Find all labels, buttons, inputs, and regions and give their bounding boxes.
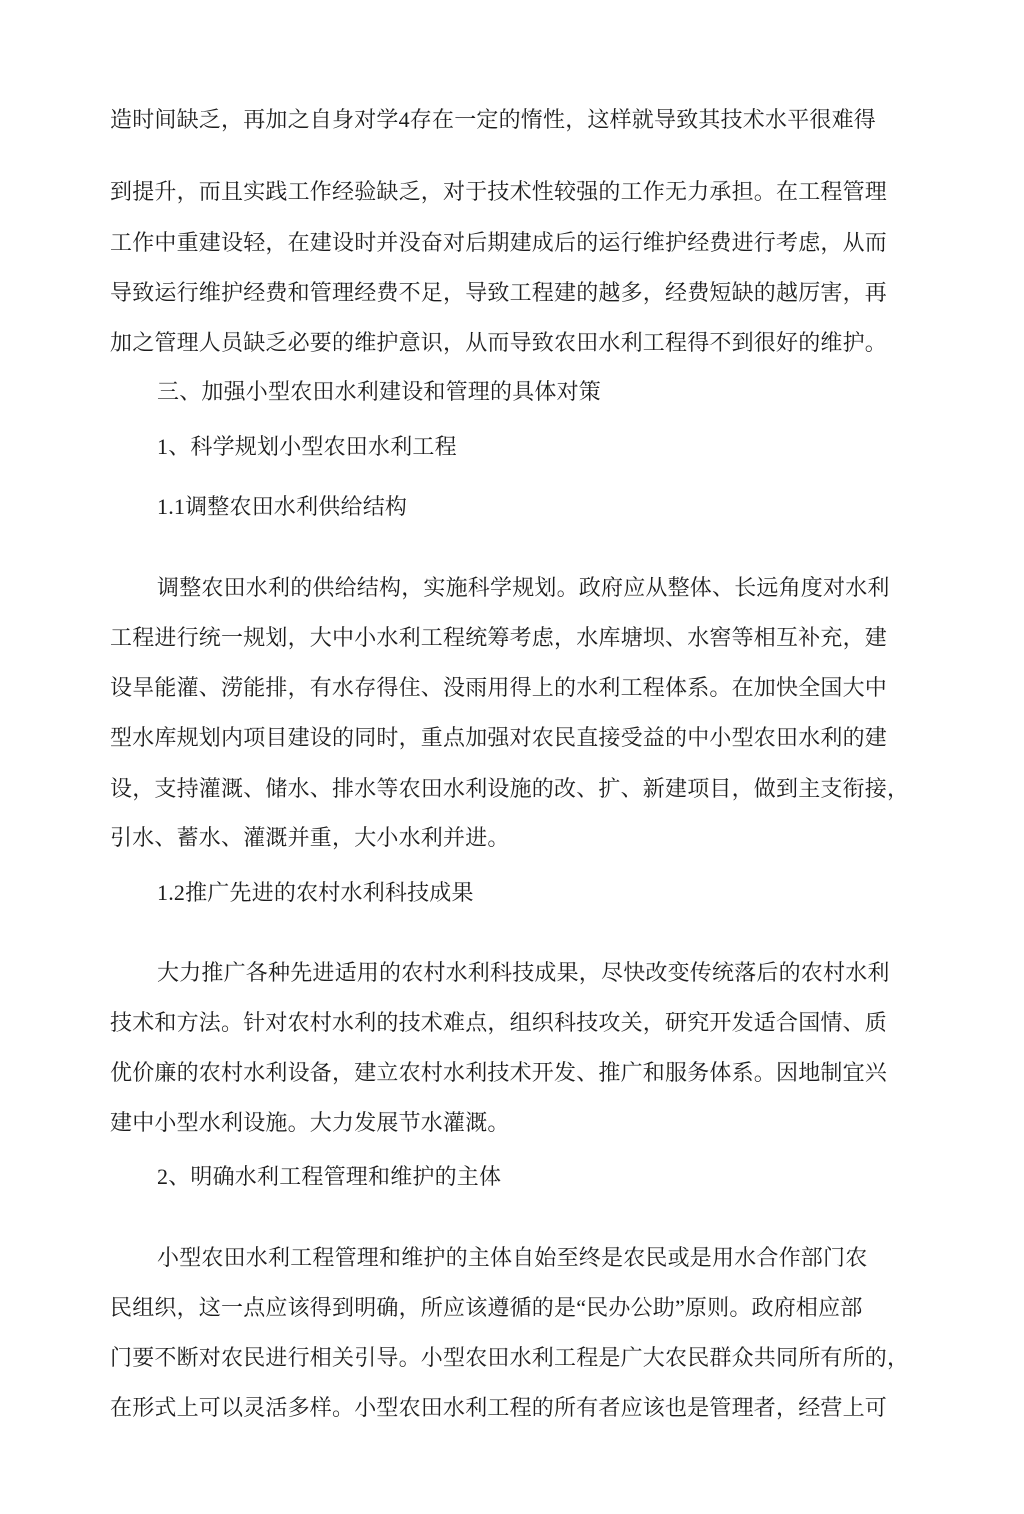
body-line: 建中小型水利设施。大力发展节水灌溉。 (110, 1110, 510, 1135)
body-line: 小型农田水利工程管理和维护的主体自始至终是农民或是用水合作部门农 (157, 1245, 868, 1270)
section-heading: 三、加强小型农田水利建设和管理的具体对策 (157, 379, 602, 404)
subsection-heading: 1、科学规划小型农田水利工程 (157, 434, 457, 459)
body-line: 工程进行统一规划，大中小水利工程统筹考虑，水库塘坝、水窖等相互补充，建 (110, 625, 888, 650)
body-line: 大力推广各种先进适用的农村水利科技成果，尽快改变传统落后的农村水利 (157, 960, 890, 985)
body-line: 在形式上可以灵活多样。小型农田水利工程的所有者应该也是管理者，经营上可 (110, 1395, 888, 1420)
subsection-heading: 2、明确水利工程管理和维护的主体 (157, 1164, 502, 1189)
item-heading: 1.2推广先进的农村水利科技成果 (157, 880, 474, 905)
item-heading: 1.1调整农田水利供给结构 (157, 494, 408, 519)
body-line: 工作中重建设轻，在建设时并没奋对后期建成后的运行维护经费进行考虑，从而 (110, 230, 888, 255)
body-line: 优价廉的农村水利设备，建立农村水利技术开发、推广和服务体系。因地制宜兴 (110, 1060, 888, 1085)
body-line: 民组织，这一点应该得到明确，所应该遵循的是“民办公助”原则。政府相应部 (110, 1295, 863, 1320)
body-line: 到提升，而且实践工作经验缺乏，对于技术性较强的工作无力承担。在工程管理 (110, 179, 888, 204)
body-line: 导致运行维护经费和管理经费不足，导致工程建的越多，经费短缺的越厉害，再 (110, 280, 888, 305)
body-line: 造时间缺乏，再加之自身对学4存在一定的惰性，这样就导致其技术水平很难得 (110, 107, 877, 132)
body-line: 加之管理人员缺乏必要的维护意识，从而导致农田水利工程得不到很好的维护。 (110, 330, 888, 355)
body-line: 设旱能灌、涝能排，有水存得住、没雨用得上的水利工程体系。在加快全国大中 (110, 675, 888, 700)
body-line: 型水库规划内项目建设的同时，重点加强对农民直接受益的中小型农田水利的建 (110, 725, 888, 750)
body-line: 门要不断对农民进行相关引导。小型农田水利工程是广大农民群众共同所有所的， (110, 1345, 910, 1370)
body-line: 引水、蓄水、灌溉并重，大小水利并进。 (110, 825, 510, 850)
body-line: 设，支持灌溉、储水、排水等农田水利设施的改、扩、新建项目，做到主支衔接， (110, 776, 910, 801)
body-line: 技术和方法。针对农村水利的技术难点，组织科技攻关，研究开发适合国情、质 (110, 1010, 888, 1035)
body-line: 调整农田水利的供给结构，实施科学规划。政府应从整体、长远角度对水利 (157, 575, 890, 600)
